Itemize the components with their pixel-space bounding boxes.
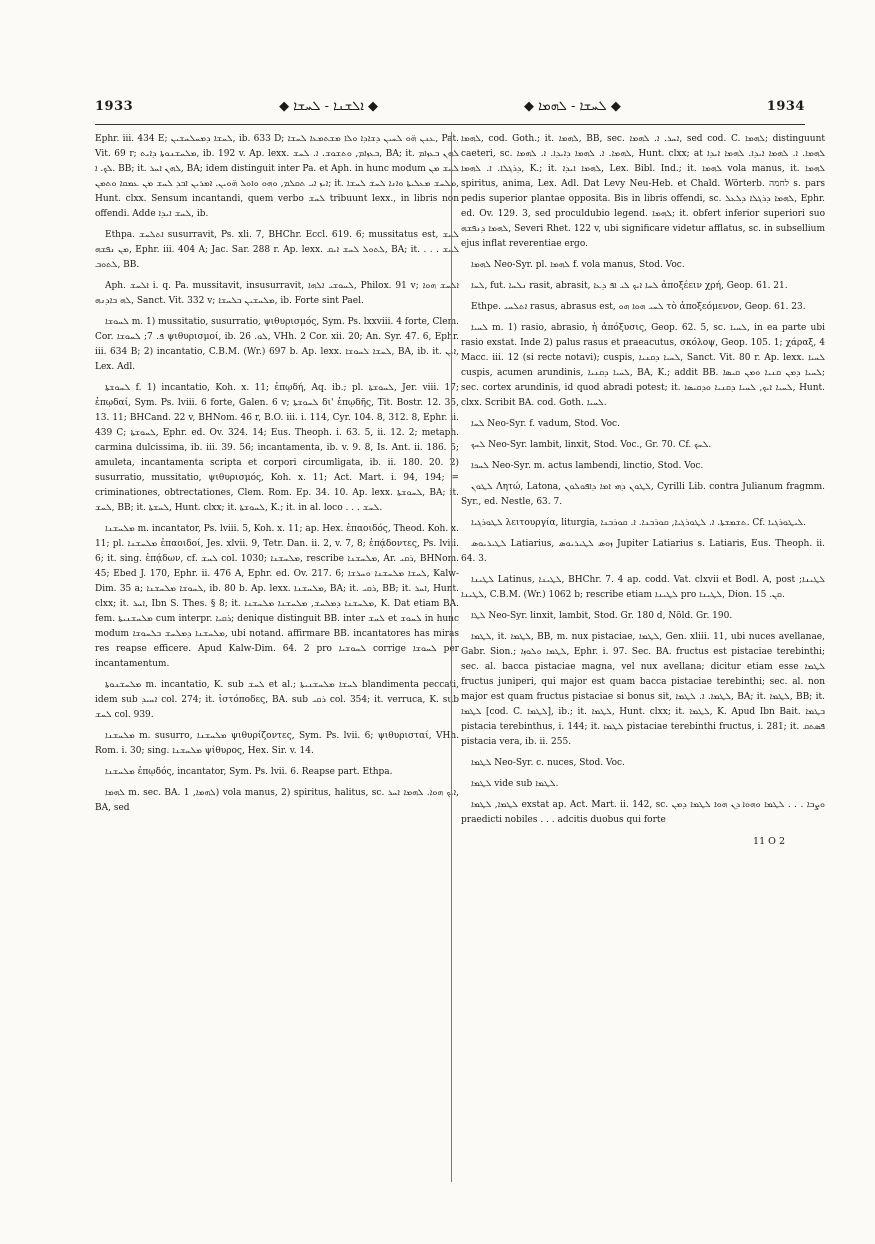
entry: ܡܠܚܫܢܐ m. susurro, ܡܠܚܫܢܐ ψιθυρίζοντες, Sym. Ps. lvii. 6; ψιθυρισταί, VHh. Rom. i. 30; sing. ܡܠܚܫܢܐ ψίθυρος, Hex. Sir. v. 14. <box>95 731 459 756</box>
right-column <box>461 132 825 1192</box>
signature-mark: 11 O 2 <box>753 836 785 847</box>
entry: ܠܛܐ Neo-Syr. linxit, lambit, Stod. Gr. 180 d, Nöld. Gr. 190. <box>471 611 733 621</box>
right-running-head: ◆ ܠܚܫܐ - ܠܗܡܐ ◆ <box>523 98 621 114</box>
entry: Ethpa. ܐܬܠܚܫ susurravit, Ps. xli. 7, BHChr. Eccl. 619. 6; mussitatus est, ܠܚܫ ܡܢ ܢܦܫܗ, Ephr. iii. 404 A; Jac. Sar. 288 r. Ap. lexx. ܠܬܘܠ ܠܚܫ ܐܝܩ, BA; it. ܠܚܫ . . . ܠܬܘܒ, BB. <box>95 230 459 270</box>
entry: ܠܛܘܢ Λητώ, Latona, ܠܛܘܢ ܕܗܝ ܐܡܐ ܕܐܦܘܠܘܢ, Cyrilli Lib. contra Julianum fragmm. Syr., ed. Nestle, 63. 7. <box>461 482 825 507</box>
entry: ܠܚܘܫܐ m. 1) mussitatio, susurratio, ψιθυρισμός, Sym. Ps. lxxviii. 4 forte, Clem. Cor. ܦ. 7; ܠܚܘܫܐ ψιθυρισμοί, ib. ܠܘ. 26, VHh. 2 Cor. xii. 20; An. Syr. 47. 6, Ephr. iii. 634 B; 2) incantatio, C.B.M. (Wr.) 697 b. Ap. lexx. ܠܚܫܐ ܠܚܘܫܐ, BA, ib. it. ܐܝܢ, Lex. Adl. <box>95 317 459 372</box>
column-divider <box>451 132 452 1182</box>
entry: ܠܗܡܐ m. sec. BA. ܠܗܡܐ, 1) vola manus, 2) spiritus, halitus, sc. ܐܝܟ ܗܘܐ. ܠܗܡܐ ܐܚܪ, BA, sed <box>95 788 459 813</box>
left-page-number: 1933 <box>95 98 134 114</box>
entry: ܠܚܐ, fut. ܢܠܚܐ rasit, abrasit, ܠܚܐ ܐܝܟ ܠܝ ܐܦ ܕܥܐ ἀποξέειν χρή, Geop. 61. 21. <box>471 281 788 291</box>
entry: ܠܛܡܐ vide sub ܠܛܡܐ. <box>471 779 559 789</box>
entry: Aph. ܐܠܚܫ i. q. Pa. mussitavit, insusurravit, ܠܚܘܫܝ ܐܠܗܐ, Philox. 91 v; ܐܠܚܫ ܗܘܐ ܠܗ ܒܐܕܢܗ, Sanct. Vit. 332 v; ܡܠܚܫܝܢ ܒܠܚܫܐ, ib. Forte sint Pael. <box>95 281 459 306</box>
entry: ܠܚܟ Neo-Syr. lambit, linxit, Stod. Voc., Gr. 70. Cf. ܠܚܟ. <box>471 440 712 450</box>
left-running-head: ◆ ܐܠܫܢܐ - ܠܚܫܐ ◆ <box>279 98 378 114</box>
right-page-number: 1934 <box>766 98 805 114</box>
entry: Ephr. iii. 434 E; ܠܚܫܐ ܕܡܚܠܚܫܝܢ, ib. 633 D; ܥܢܢ ܗ̈ܘ ܠܚܝܢ ܕܫܐܕܐ ܘܠܐ ܡܫܬܡܥܐ ܠܚܫܐ, Pat. Vit. 69 r; ܡܠܚܫܢܘܬܐ ܕܐܝܬ, ib. 192 v. Ap. lexx. ܒܥܙܐܡ, ܘܬܫܘܫ. ܐ. ܠܚܫ, BA; it. ܠܗܢ ܒܥܙܐܡ ܠܟ. ܐ. BB; it. ܠܗܢ ܐܚܪ, BA; idem distinguit inter Pa. et Aph. in hunc modum ܠܚܫ ܡܢ ܐܝܙ ܐܝ ܬܩܠܡ, ܘܗܘ ܘܐܘܠ ܗ̈ܘܝܢ. ܐܡܪܝܢ ܐܒܕ ܠܚܫ ܡܢ ܥܡܩܐ ܘܬܡܢ; it. ܡܠܚܫ ܡܥܠܝܬܐ ܘܐܢܐ ܠܚܫ ܠܚܫܐ, Hunt. clxx. Sensum incantandi, quem verbo ܠܚܫ tribuunt lexx., in libris non offendi. Adde ܠܚܫ ܐܝܕܐ, ib. <box>95 134 459 219</box>
entry: ܡܠܚܫܢܐ ἐπῳδός, incantator, Sym. Ps. lvii. 6. Reapse part. Ethpa. <box>105 767 393 777</box>
entry: ܠܛܡܐ, ܠܛܡܐ exstat ap. Act. Mart. ii. 142, sc. ܘܨܒܐ . . . ܠܛܡܐ ܘܗܘܐ ܕܢ ܗܘܐ ܠܛܡܐ ܕܡܢ praedicti nobiles . . . adcitis duobus qui forte <box>461 800 825 825</box>
entry: ܠܗܡܐ Neo-Syr. pl. ܠܗܡܐ f. vola manus, Stod. Voc. <box>471 260 685 270</box>
entry: ܠܛܝܢܐ Latinus, ܠܛܝܢܐ, BHChr. 7. 4 ap. codd. Vat. clxvii et Bodl. A, post ܠܛܝܢܐ; ܠܛܝܢܐ, C.B.M. (Wr.) 1062 b; rescribe etiam ܠܛܝܢܐ pro ܠܛܝܢܐ, Dion. ܩܢ. 15. <box>461 575 825 600</box>
entry: ܠܚܘܫܬܐ f. 1) incantatio, Koh. x. 11; ἐπῳδή, Aq. ib.; pl. ܠܚܘܫܬܐ, Jer. viii. 17; ἐπῳδαί, Sym. Ps. lviii. 6 forte, Galen. 6 v; ܠܚܘܫܬܐ δι' ἐπῳδῆς, Tit. Bostr. 12. 35, 13. 11; BHCand. 22 v, BHNom. 46 r, B.O. iii. i. 114, Cyr. 104. 8, 312. 8, Ephr. ii. 439 C; ܠܚܘܫܬܐ, Ephr. ed. Ov. 324. 14; Eus. Theoph. i. 63. 5, ii. 12. 2; metaph. carmina dulcissima, ib. iii. 39. 56; incantamenta, ib. v. 9. 8, Is. Ant. ii. 186. 5; amuleta, incantamenta scripta et corpori circumligata, ib. ii. 180. 20. 2) susurratio, mussitatio, ψιθυρισμός, Koh. x. 11; Act. Mart. i. 94, 194; = criminationes, obtrectationes, Clem. Rom. Ep. 34. 10. Ap. lexx. ܠܚܘܫܬܐ, BA; it. ܠܚܫ, BB; it. ܠܚܫܬܐ, Hunt. clxx; it. ܠܚܘܫܬܐ, K.; it. in al. loco . . . ܠܚܫ. <box>95 383 459 513</box>
entry: Ethpe. ܐܬܠܚܝ rasus, abrasus est, ܠܚܝ ܗܘܐ ܗܘ τὸ ἀποξεόμενον, Geop. 61. 23. <box>471 302 806 312</box>
entry: ܠܛܝܪܝܘܣ Latiarius, ܙܘܣ ܠܛܝܪܝܘܣ Jupiter Latiarius s. Latiaris, Eus. Theoph. ii. 64. 3. <box>461 539 825 564</box>
entry: ܠܛܘܪܓܝܐ λειτουργία, liturgia, ܬܫܡܫܬܐ. ܐ. ܠܛܘܪܓܝܐ, ܩܘܪܒܢܐ. ܐ. ܩܘܪܒܢܐ. Cf. ܠܝܛܘܪܓܝܐ. <box>471 518 807 528</box>
entry: ܡܠܚܫܢܘܬܐ m. incantatio, K. sub ܠܚܫ et al.; ܠܚܫܐ ܡܠܚܫܢܝܬܐ blandimenta peccati, idem sub ܐܚܝܕ col. 274; it. ἰστόποδες, BA. sub ܪܩܝ col. 354; it. verruca, K. sub ܠܚܫ col. 939. <box>95 680 459 720</box>
left-column <box>95 132 459 1192</box>
entry: ܠܚܐ Neo-Syr. f. vadum, Stod. Voc. <box>471 419 620 429</box>
header-rule <box>95 124 805 125</box>
entry: ܠܚܝܐ m. 1) rasio, abrasio, ἡ ἀπόξυσις, Geop. 62. 5, sc. ܠܚܝܐ, in ea parte ubi rasio exstat. Inde 2) palus rasus et praeacutus, σκόλοψ, Geop. 105. 1; χάραξ, 4 Macc. iii. 12 (si recte notavi); cuspis, ܠܚܝܐ ܕܩܢܝܐ, Sanct. Vit. 80 r. Ap. lexx. ܠܚܝܐ cuspis, acumen arundinis, ܠܚܝܐ ܕܩܢܝܐ, BA, K.; addit BB. ܠܚܝܐ ܕܡܢ ܩܢܝܐ ܘܡܢ ܩܝܣܐ; sec. cortex arundinis, id quod abradi potest; it. ܠܚܝܐ ܐܝܟ, ܠܚܝܐ ܕܩܢܝܐ ܘܕܩܝܣܐ, Hunt. clxx. Scribit BA. cod. Goth. ܠܚܝܐ. <box>461 323 825 408</box>
entry: ܠܚܟܐ Neo-Syr. m. actus lambendi, linctio, Stod. Voc. <box>471 461 704 471</box>
entry: ܠܛܡܐ, it. ܠܛܡܐ, BB, m. nux pistaciae, ܠܛܡܐ, Gen. xliii. 11, ubi nuces avellanae, Gabr. Sion.; ܠܛܡܐ ܘܠܘܙܐ, Ephr. i. 97. Sec. BA. fructus est pistaciae terebinthi; sec. al. bacca pistaciae magna, vel nux avellana; dicitur etiam esse ܠܛܡܐ fructus juniperi, qui major est quam bacca pistaciae terebinthi; sec. al. non major est quam fructus pistaciae si bonus sit, ܠܛܡܐ. ܐ. ܠܛܡܐ, BA; it. ܠܛܡܐ, BB; it. ܠܛܡܐ [cod. C. ܠܛܡܐ], ib.; it. ܠܛܡܐ, Hunt. clxx; it. ܠܛܡܐ, K. Apud Ibn Bait. ܒܛܡܐ pistacia terebinthus, i. 144; it. ܠܛܡܐ pistaciae terebinthi fructus, i. 281; it. ܦܣܬܩ pistacia vera, ib. ii. 255. <box>461 632 825 747</box>
page-header <box>95 92 805 120</box>
entry: ܠܛܡܐ Neo-Syr. c. nuces, Stod. Voc. <box>471 758 625 768</box>
entry: ܡܠܚܫܢܐ m. incantator, Ps. lviii. 5, Koh. x. 11; ap. Hex. ἐπαοιδός, Theod. Koh. x. 11; pl. ܡܠܚܫܢܐ ἐπαοιδοί, Jes. xlvii. 9, Tetr. Dan. ii. 2, v. 7, 8; ἐπᾴδοντες, Ps. lviii. 6; it. sing. ἐπᾴδων, cf. ܠܚܫ col. 1030; ܡܠܚܫܢܐ, rescribe ܡܠܚܫܢܐ, Ar. ܪܩܝ, BHNom. 45; Ebed J. 170, Ephr. ii. 476 A, Ephr. ed. Ov. 217. 6; ܠܚܫܐ ܡܠܚܫܢܐ ܘܚܪܫܐ, Kalw-Dim. 35 a; ܠܚܘܫܐ ܡܠܚܫܢܐ, ib. 80 b. Ap. lexx. ܡܠܚܫܢܐ, BA; it. ܪܩܝ, BB; it. ܐܚܪ, Hunt. clxx; it. ܐܚܪ, Ibn S. Thes. § 8; it. ܡܠܚܫܢܐ ܕܡܠܚܫ, ܡܠܚܫܢܐ ܡܠܚܫܢܐ, K. Dat etiam BA. fem. ܡܠܚܫܢܝܬܐ cum interpr. ܪܩܝܐ; denique distinguit BB. inter ܠܚܫ et ܠܚܘܫ in hunc modum ܡܠܚܫܢܐ ܕܡܠܚܫ ܒܠܚܘܫܐ, ubi notand. affirmare BB. incantatores has miras res reapse efficere. Apud Kalw-Dim. 64. 2 pro ܠܚܘܫܝܐ corrige ܠܚܘܫܐ per incantamentum. <box>95 524 459 669</box>
entry: ܠܗܡܐ, cod. Goth.; it. ܠܗܡܐ, BB, sec. ܐܚܪ. ܐ. ܠܗܡܐ, sed cod. C. ܠܗܡܐ; distinguunt caeteri, sc. ܠܗܡܐ. ܐ. ܠܗܡܐ ܕܐܝܕܐ. ܐ. ܠܗܡܐ, Hunt. clxx; at ܠܗܡܐ. ܐ. ܠܗܡܐ ܐܝܕܐ. ܠܗܡܐ ܐܝܕܐ ܕܪܓܠܐ. ܐ. ܠܗܡܐ, K.; it. ܠܗܡܐ ܐܝܕܐ, Lex. Bibl. Ind.; it. ܠܗܡܐ vola manus, it. ܠܗܡܐ spiritus, anima, Lex. Adl. Dat Levy Neu-Heb. et Chald. Wörterb. לחמה s. pars pedis superior plantae opposita. Bis in libris offendi, sc. ܠܗܡܐ ܕܪܓܠܐ ܕܠܥܠ, Ephr. ed. Ov. 129. 3, sed proculdubio legend. ܠܗܡܐ; it. obfert inferior superiori suo ܠܗܡܐ ܕܢܦܫܗ, Severi Rhet. 122 v, ubi significare videtur afflatus, sc. in subsellium ejus inflat reverentiae ergo. <box>461 134 825 249</box>
